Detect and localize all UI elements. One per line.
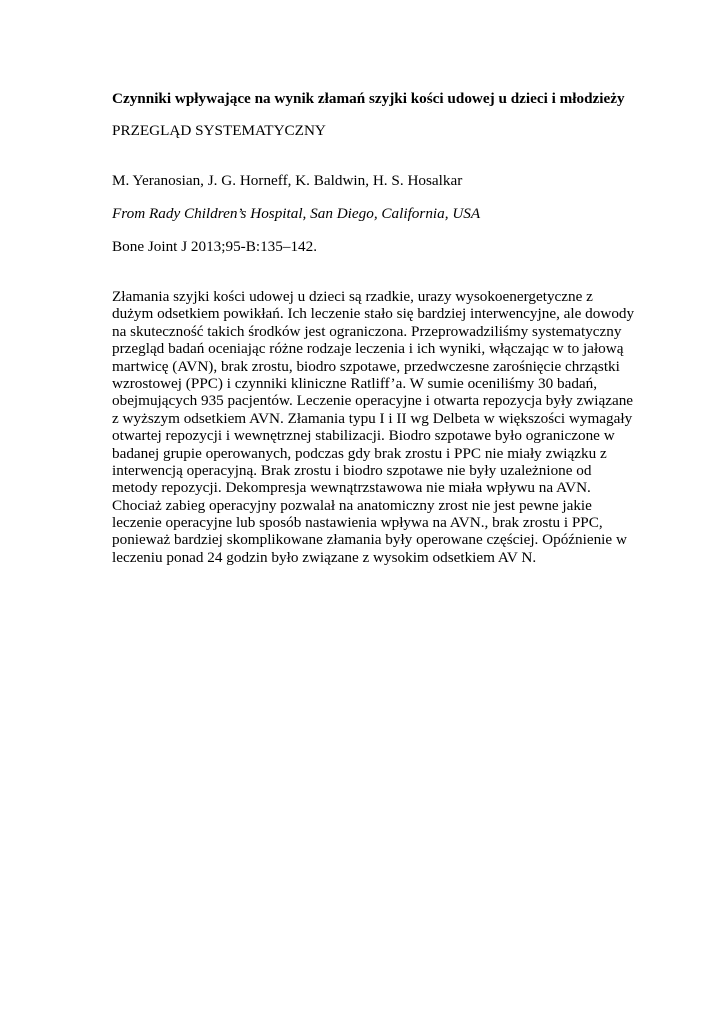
- author-list: M. Yeranosian, J. G. Horneff, K. Baldwin, H. S. Hosalkar: [112, 172, 463, 189]
- abstract-line: badanej grupie operowanych, podczas gdy brak zrostu i PPC nie miały związku z: [112, 444, 607, 462]
- abstract-paragraph: [112, 288, 634, 566]
- abstract-line: Chociaż zabieg operacyjny pozwalał na anatomiczny zrost nie jest pewne jakie: [112, 496, 592, 514]
- abstract-line: wzrostowej (PPC) i czynniki kliniczne Ratliff’a. W sumie oceniliśmy 30 badań,: [112, 374, 598, 392]
- abstract-line: martwicę (AVN), brak zrostu, biodro szpotawe, przedwczesne zarośnięcie chrząstki: [112, 357, 620, 375]
- abstract-line: interwencją operacyjną. Brak zrostu i biodro szpotawe nie były uzależnione od: [112, 461, 592, 479]
- abstract-line: leczeniu ponad 24 godzin było związane z wysokim odsetkiem AV N.: [112, 548, 537, 566]
- abstract-line: ponieważ bardziej skomplikowane złamania były operowane częściej. Opóźnienie w: [112, 531, 627, 549]
- abstract-line: metody repozycji. Dekompresja wewnątrzstawowa nie miała wpływu na AVN.: [112, 479, 591, 497]
- affiliation: From Rady Children’s Hospital, San Diego, California, USA: [112, 205, 481, 222]
- abstract-line: Złamania szyjki kości udowej u dzieci są rzadkie, urazy wysokoenergetyczne z: [112, 288, 593, 305]
- abstract-line: obejmujących 935 pacjentów. Leczenie operacyjne i otwarta repozycja były związane: [112, 392, 634, 410]
- document-subtitle: PRZEGLĄD SYSTEMATYCZNY: [112, 122, 326, 139]
- abstract-line: dużym odsetkiem powikłań. Ich leczenie stało się bardziej interwencyjne, ale dowody: [112, 305, 635, 323]
- document-title: Czynniki wpływające na wynik złamań szyjki kości udowej u dzieci i młodzieży: [112, 90, 625, 107]
- abstract-line: otwartej repozycji i wewnętrznej stabilizacji. Biodro szpotawe było ograniczone w: [112, 427, 615, 445]
- abstract-line: przegląd badań oceniając różne rodzaje leczenia i ich wyniki, włączając w to jałową: [112, 340, 624, 358]
- abstract-line: na skuteczność takich środków jest ograniczona. Przeprowadziliśmy systematyczny: [112, 322, 622, 340]
- abstract-line: leczenie operacyjne lub sposób nastawienia wpływa na AVN., brak zrostu i PPC,: [112, 514, 603, 532]
- journal-citation: Bone Joint J 2013;95-B:135–142.: [112, 238, 318, 255]
- abstract-line: z wyższym odsetkiem AVN. Złamania typu I i II wg Delbeta w większości wymagały: [112, 409, 633, 427]
